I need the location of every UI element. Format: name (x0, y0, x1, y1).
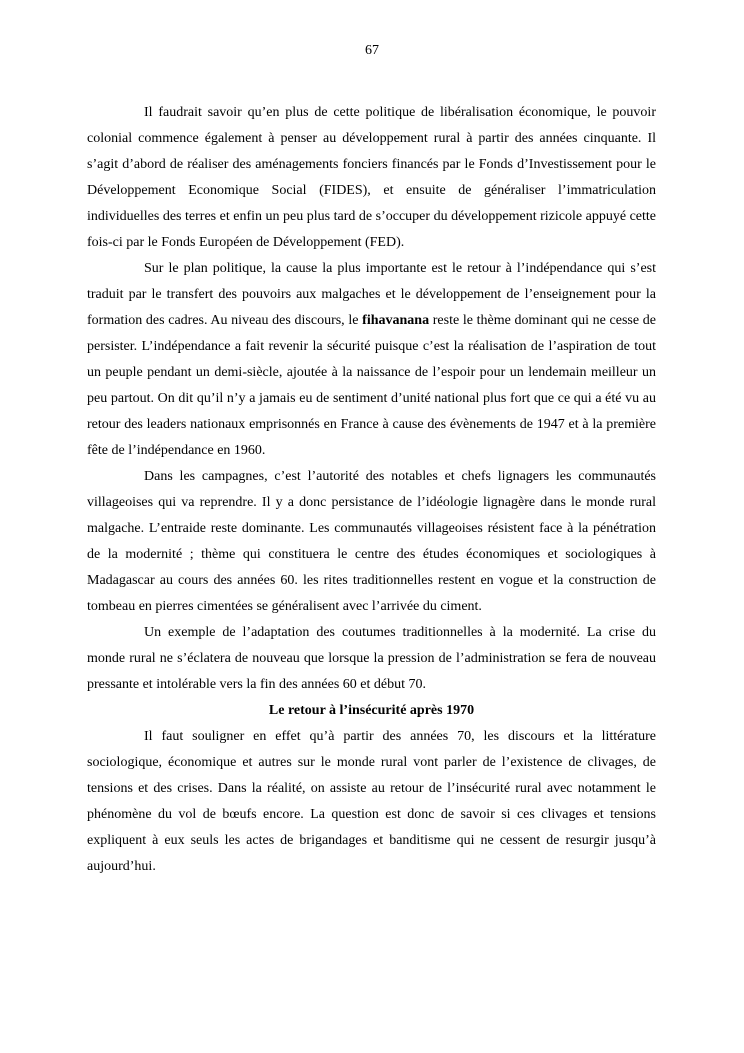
paragraph-liberalisation: Il faudrait savoir qu’en plus de cette politique de libéralisation économique, le pouvoir colonial commence également à penser au développement rural à partir des années cinquante. Il s’agit d’abord de réaliser des aménagements fonciers financés par le Fonds d’Investissement pour le Développement Economique Social (FIDES), et ensuite de généraliser l’immatriculation individuelles des terres et enfin un peu plus tard de s’occuper du développement rizicole appuyé cette fois-ci par le Fonds Européen de Développement (FED). (87, 105, 656, 250)
paragraph-text: Sur le plan politique, la cause la plus importante est le retour à l’indépendance qui s’est traduit par le transfert des pouvoirs aux malgaches et le développement de l’enseignement pour la formation des cadres. Au niveau des discours, le (87, 261, 656, 328)
term-fihavanana: fihavanana (362, 313, 430, 328)
paragraph-politique (87, 256, 656, 464)
paragraph-campagnes: Dans les campagnes, c’est l’autorité des notables et chefs lignagers les communautés villageoises qui va reprendre. Il y a donc persistance de l’idéologie lignagère dans le monde rural malgache. L’entraide reste dominante. Les communautés villageoises résistent face à la pénétration de la modernité ; thème qui constituera le centre des études économiques et sociologiques à Madagascar au cours des années 60. les rites traditionnelles restent en vogue et la construction de tombeau en pierres cimentées se généralisent avec l’arrivée du ciment. (87, 469, 656, 614)
section-heading: Le retour à l’insécurité après 1970 (268, 703, 475, 718)
paragraph-text: reste le thème dominant qui ne cesse de persister. L’indépendance a fait revenir la sécurité puisque c’est la réalisation de l’aspiration de tout un peuple pendant un demi-siècle, ajoutée à la naissance de l’espoir pour un lendemain meilleur un peu partout. On dit qu’il n’y a jamais eu de sentiment d’unité national plus fort que ce qui a été vu au retour des leaders nationaux emprisonnés en France à cause des évènements de 1947 et à la première fête de l’indépendance en 1960. (87, 313, 656, 458)
page-number: 67 (365, 43, 379, 58)
document-body (87, 100, 656, 880)
paragraph-adaptation: Un exemple de l’adaptation des coutumes traditionnelles à la modernité. La crise du monde rural ne s’éclatera de nouveau que lorsque la pression de l’administration se fera de nouveau pressante et intolérable vers la fin des années 60 et début 70. (87, 625, 656, 692)
paragraph-insecurite: Il faut souligner en effet qu’à partir des années 70, les discours et la littérature sociologique, économique et autres sur le monde rural vont parler de l’existence de clivages, de tensions et des crises. Dans la réalité, on assiste au retour de l’insécurité rural avec notamment le phénomène du vol de bœufs encore. La question est donc de savoir si ces clivages et tensions expliquent à eux seuls les actes de brigandages et banditisme qui ne cessent de resurgir jusqu’à aujourd’hui. (87, 729, 656, 874)
